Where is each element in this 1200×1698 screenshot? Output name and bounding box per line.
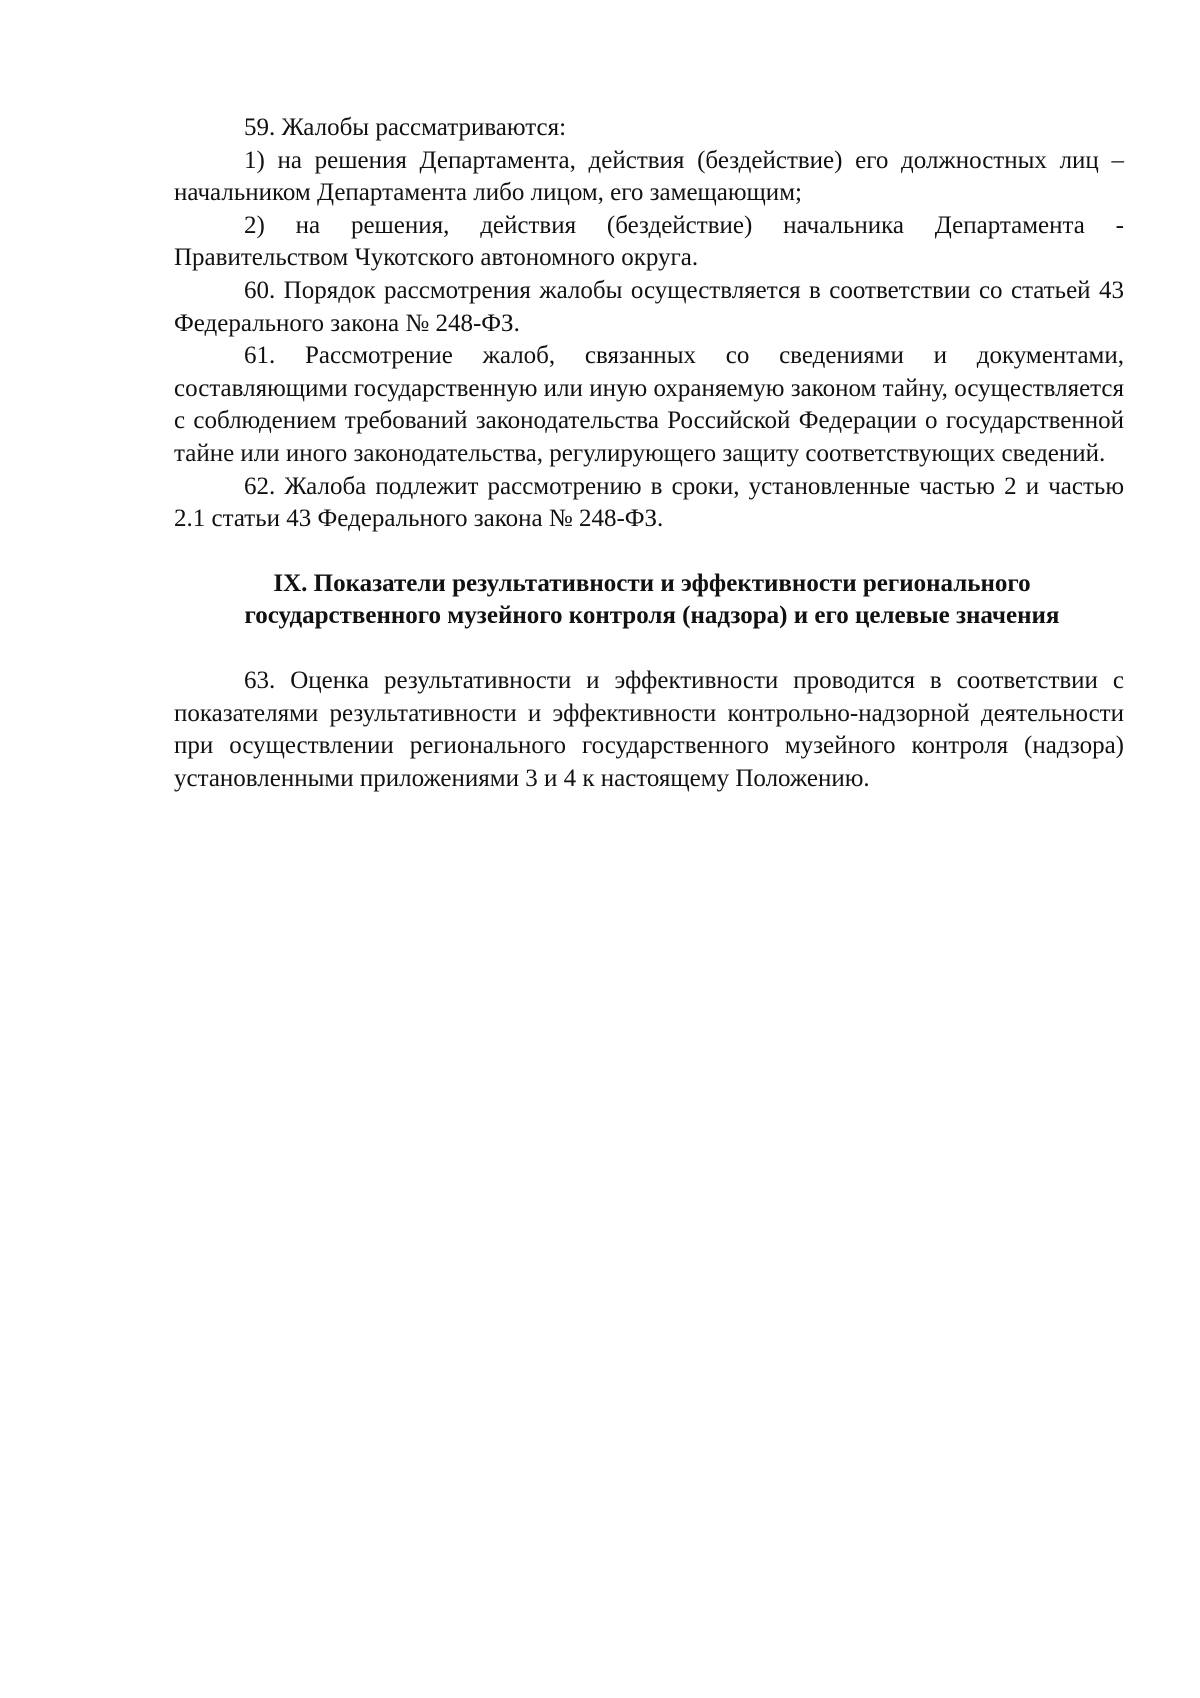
paragraph-59: 59. Жалобы рассматриваются:	[244, 114, 567, 141]
paragraph-59-item-1: 1) на решения Департамента, действия (бездействие) его должностных лиц – начальником Департамента либо лицом, его замещающим;	[174, 146, 1124, 207]
paragraph-59-item-2: 2) на решения, действия (бездействие) начальника Департамента - Правительством Чукотского автономного округа.	[174, 211, 1124, 272]
paragraph-62: 62. Жалоба подлежит рассмотрению в сроки, установленные частью 2 и частью 2.1 статьи 43 Федерального закона № 248-ФЗ.	[174, 472, 1124, 533]
section-heading-ix: IX. Показатели результативности и эффективности регионального государственного музейного контроля (надзора) и его целевые значения	[244, 569, 1060, 630]
document-page	[174, 112, 1124, 795]
paragraph-63: 63. Оценка результативности и эффективности проводится в соответствии с показателями результативности и эффективности контрольно-надзорной деятельности при осуществлении регионального государственного музейного контроля (надзора) установленными приложениями 3 и 4 к настоящему Положению.	[174, 666, 1124, 792]
paragraph-60: 60. Порядок рассмотрения жалобы осуществляется в соответствии со статьей 43 Федерального закона № 248-ФЗ.	[174, 276, 1124, 337]
paragraph-61: 61. Рассмотрение жалоб, связанных со сведениями и документами, составляющими государственную или иную охраняемую законом тайну, осуществляется с соблюдением требований законодательства Российской Федерации о государственной тайне или иного законодательства, регулирующего защиту соответствующих сведений.	[174, 342, 1124, 467]
